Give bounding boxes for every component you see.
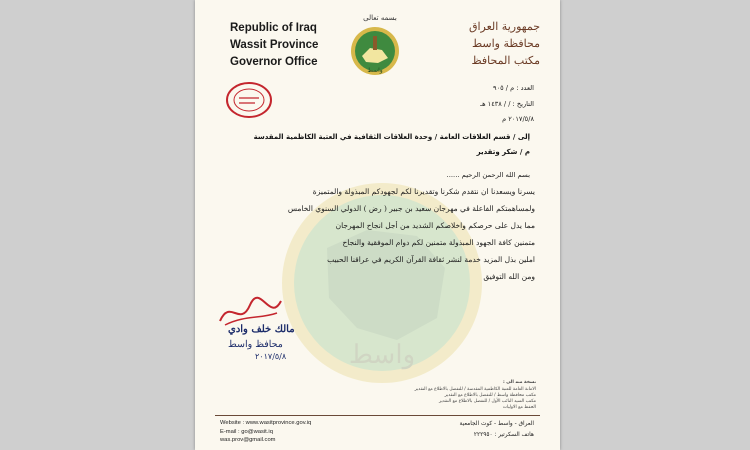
footer-address: العراق - واسط - كوت الجامعية <box>459 421 534 427</box>
document-number: العدد : م / ٩٠٥ <box>493 84 534 92</box>
cc-item: الحفظ مع الاوليات <box>502 405 536 410</box>
cc-title: نسخة منه الى : <box>502 380 536 385</box>
header-ar-office: مكتب المحافظ <box>471 54 540 67</box>
header-ar-country: جمهورية العراق <box>468 20 540 33</box>
body-line-4: متمنين كافة الجهود المبذولة متمنين لكم دوام الموفقية والنجاح <box>342 238 535 247</box>
body-line-6: ومن الله التوفيق <box>483 272 535 281</box>
body-line-2: ولمساهمتكم الفاعلة في مهرجان سعيد بن جبير ( رض ) الدولي السنوي الخامس <box>287 204 535 213</box>
greeting: بسم الله الرحمن الرحيم ...... <box>446 171 530 179</box>
recipient-line: إلى / قسم العلاقات العامة / وحدة العلاقات الثقافية في العتبة الكاظمية المقدسة <box>253 133 530 141</box>
cc-item: مكتب السيد النائب الأول / للتفضل بالاطلاع مع التقدير <box>439 399 536 404</box>
header-en-office: Governor Office <box>230 56 318 68</box>
footer-divider <box>215 415 540 416</box>
header-arabic <box>469 18 540 69</box>
watermark-label: واسط <box>348 340 416 370</box>
basmala: بسمه تعالى <box>363 14 397 22</box>
document-page <box>195 0 560 450</box>
header-en-country: Republic of Iraq <box>230 22 317 34</box>
header-english <box>230 20 318 71</box>
wassit-emblem-icon <box>350 26 400 76</box>
date-gregorian: ٢٠١٧/٥/٨ م <box>502 115 534 123</box>
header-en-province: Wassit Province <box>230 39 319 51</box>
header-ar-province: محافظة واسط <box>471 37 540 50</box>
signatory-title: محافظ واسط <box>228 339 283 350</box>
footer-email: E-mail : go@wasit.iq <box>220 429 273 435</box>
cc-item: مكتب محافظة واسط / للتفضل بالاطلاع مع التقدير <box>444 393 536 398</box>
footer-phone: هاتف السكرتير : ٢٢٢٩٥٠ <box>473 432 534 438</box>
cc-item: الامانة العامة للعتبة الكاظمية المقدسة / للتفضل بالاطلاع مع التقدير <box>414 387 536 392</box>
footer-website: Website : www.wasitprovince.gov.iq <box>220 420 312 426</box>
signature-date: ٢٠١٧/٥/٨ <box>255 352 287 361</box>
body-line-3: مما يدل على حرصكم واخلاصكم الشديد من أجل انجاح المهرجان <box>335 221 535 230</box>
received-stamp-icon <box>225 80 273 120</box>
emblem-label: واسط <box>367 67 383 74</box>
body-line-5: املين بذل المزيد خدمة لنشر ثقافة القرآن الكريم في عراقنا الحبيب <box>327 255 535 264</box>
footer-email-alt: was.prov@gmail.com <box>220 437 276 443</box>
subject-line: م / شكر وتقدير <box>476 148 530 156</box>
signatory-name: مالك خلف وادي <box>228 324 295 335</box>
date-hijri: التاريخ : / / ١٤٣٨ هـ <box>480 100 534 108</box>
body-line-1: يسرنا ويسعدنا ان نتقدم شكرنا وتقديرنا لكم لجهودكم المبذولة والمتميزة <box>312 187 535 196</box>
